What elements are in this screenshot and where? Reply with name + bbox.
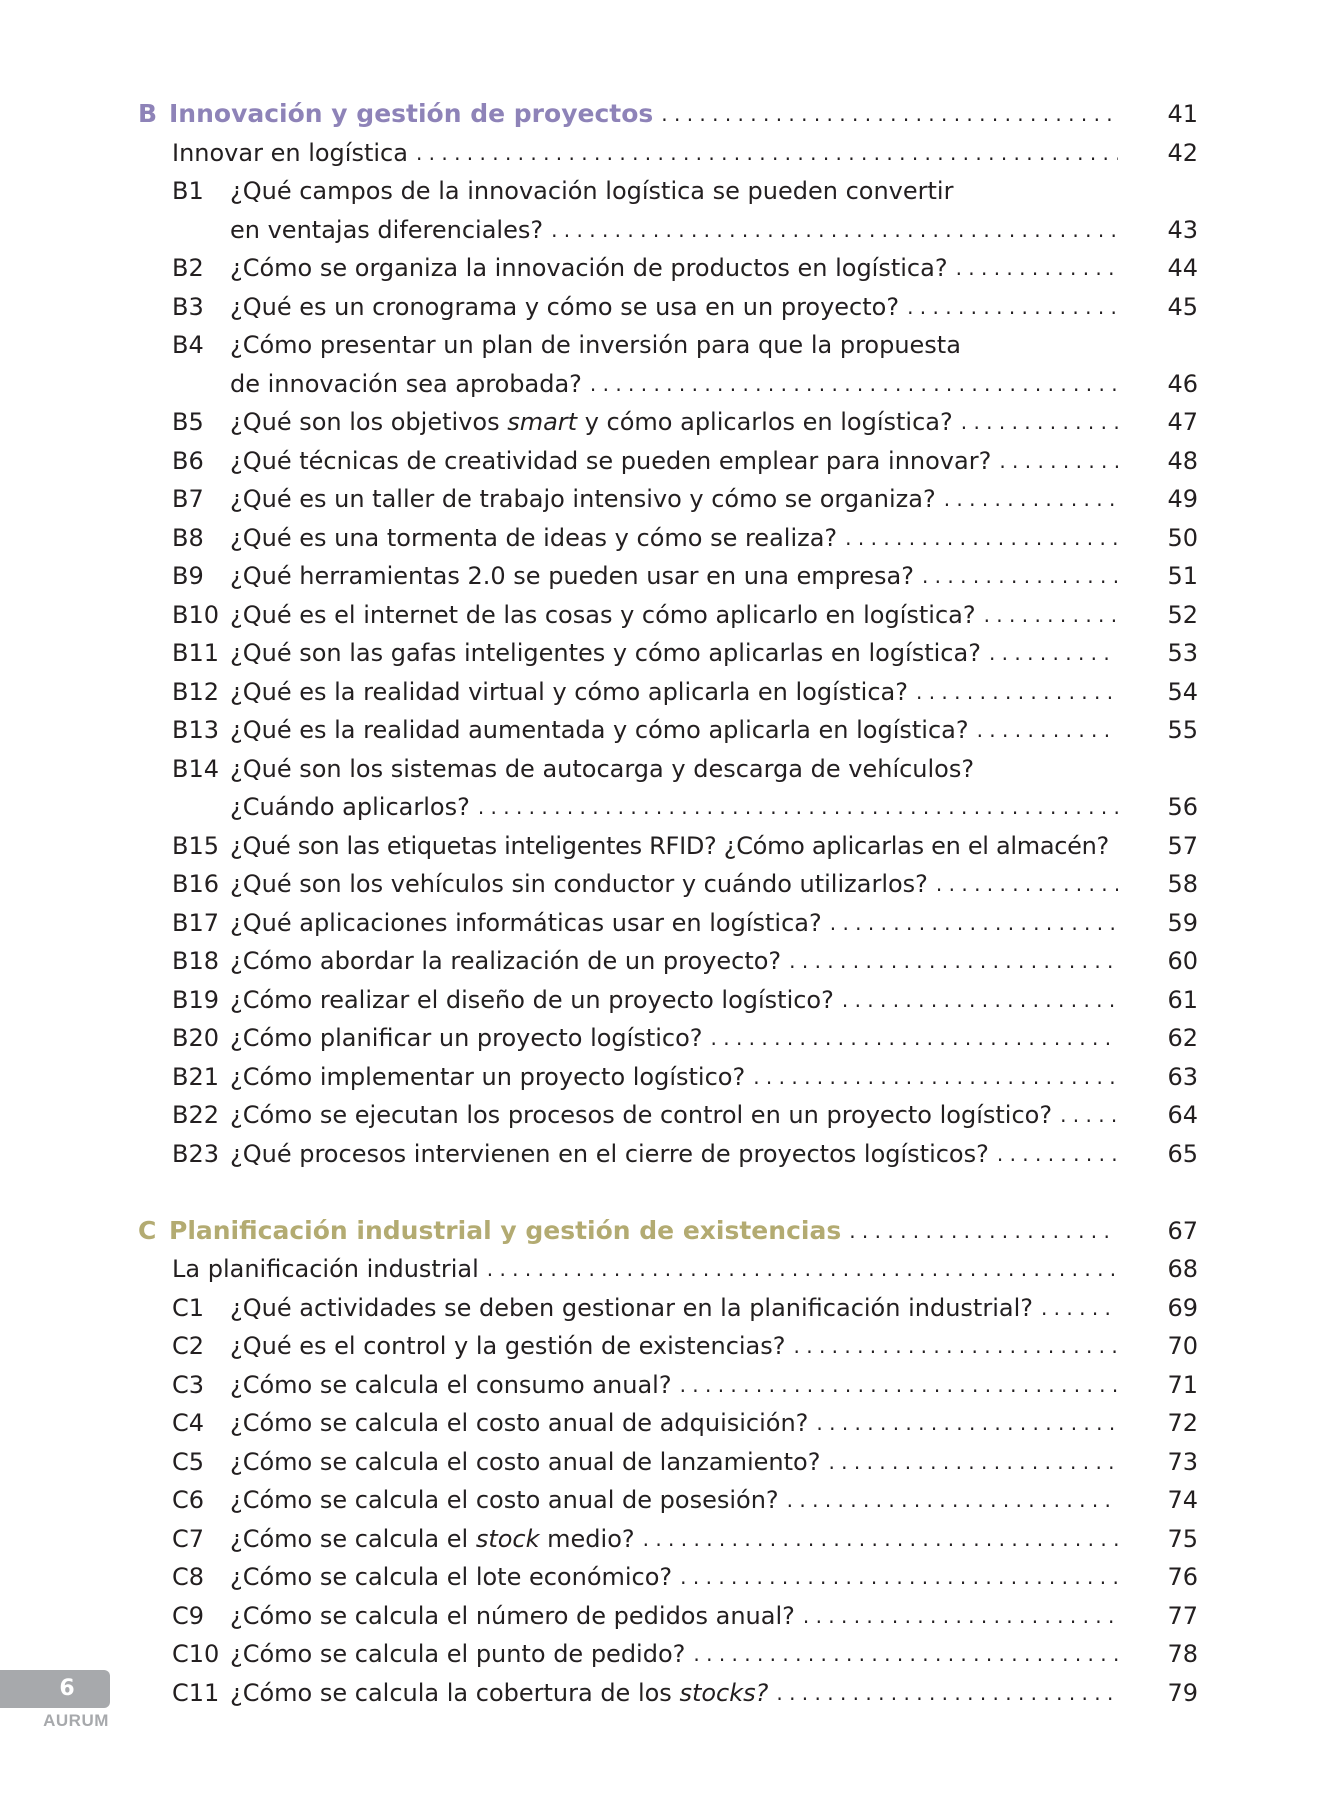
entry-text: ¿Qué son las etiquetas inteligentes RFID? ¿Cómo aplicarlas en el almacén? <box>230 831 1109 860</box>
page-number: 48 <box>1167 446 1198 475</box>
entry-code: C9 <box>172 1601 205 1630</box>
entry-code: B21 <box>172 1062 220 1091</box>
entry-text: ¿Qué es una tormenta de ideas y cómo se realiza? <box>230 523 838 552</box>
toc-entry[interactable] <box>138 288 1198 327</box>
page-number: 57 <box>1167 831 1198 860</box>
page-number: 53 <box>1167 639 1198 667</box>
entry-code: B16 <box>172 870 220 898</box>
page-number: 46 <box>1167 369 1198 398</box>
entry-text: ¿Cuándo aplicarlos? <box>230 793 470 821</box>
page-number: 54 <box>1167 677 1198 706</box>
dot-leader <box>936 864 1118 904</box>
entry-code: B17 <box>172 908 220 937</box>
entry-code: B5 <box>172 408 204 436</box>
entry-code: C3 <box>172 1370 205 1399</box>
toc-entry[interactable] <box>138 1096 1198 1135</box>
page-number: 45 <box>1167 292 1198 321</box>
toc-entry[interactable] <box>138 596 1198 635</box>
dot-leader <box>680 1557 1118 1597</box>
entry-text: de innovación sea aprobada? <box>230 369 582 398</box>
page-number: 61 <box>1167 985 1198 1014</box>
dot-leader <box>956 248 1118 288</box>
page-number: 47 <box>1167 408 1198 436</box>
entry-code: B22 <box>172 1101 220 1129</box>
entry-code: B11 <box>172 639 220 667</box>
dot-leader <box>803 1596 1118 1636</box>
entry-text-pre: ¿Qué son los objetivos <box>230 408 508 436</box>
section-spacer <box>138 1173 1198 1212</box>
entry-code: B6 <box>172 446 204 475</box>
entry-code: B13 <box>172 716 220 744</box>
entry-text: ¿Qué herramientas 2.0 se pueden usar en una empresa? <box>230 562 914 590</box>
page-number: 52 <box>1167 600 1198 629</box>
dot-leader <box>916 672 1118 712</box>
entry-code: C2 <box>172 1332 205 1360</box>
entry-text-italic: stock <box>475 1524 540 1553</box>
entry-text: ¿Cómo se calcula el costo anual de posesión? <box>230 1486 779 1514</box>
entry-text: ¿Cómo implementar un proyecto logístico? <box>230 1062 746 1091</box>
entry-text: ¿Qué es la realidad virtual y cómo aplicarla en logística? <box>230 677 908 706</box>
entry-code: B20 <box>172 1024 220 1052</box>
toc-entry[interactable] <box>138 1558 1198 1597</box>
entry-text: ¿Cómo se calcula el costo anual de lanzamiento? <box>230 1447 821 1476</box>
dot-leader <box>977 710 1118 750</box>
toc-entry[interactable] <box>138 827 1198 866</box>
dot-leader <box>816 1403 1118 1443</box>
entry-code: B10 <box>172 600 220 629</box>
toc-entry[interactable] <box>138 1635 1198 1674</box>
dot-leader <box>590 364 1118 404</box>
entry-code: C7 <box>172 1524 205 1553</box>
entry-text: ¿Qué técnicas de creatividad se pueden emplear para innovar? <box>230 446 992 475</box>
page-number: 65 <box>1167 1139 1198 1168</box>
toc-entry[interactable] <box>138 172 1198 211</box>
dot-leader <box>849 1211 1118 1251</box>
page-number: 72 <box>1167 1409 1198 1437</box>
entry-text: Innovar en logística <box>172 138 408 167</box>
page-number: 63 <box>1167 1062 1198 1091</box>
entry-code: B14 <box>172 754 220 783</box>
toc-entry[interactable] <box>138 904 1198 943</box>
toc-entry[interactable] <box>138 1520 1198 1559</box>
dot-leader <box>830 903 1118 943</box>
entry-code: B8 <box>172 523 204 552</box>
dot-leader <box>961 402 1118 442</box>
dot-leader <box>1117 826 1118 866</box>
dot-leader <box>984 595 1118 635</box>
dot-leader <box>478 787 1118 827</box>
dot-leader <box>787 1480 1118 1520</box>
entry-text: ¿Cómo se organiza la innovación de productos en logística? <box>230 254 948 282</box>
toc-entry[interactable] <box>138 326 1198 365</box>
entry-text: ¿Cómo se calcula el consumo anual? <box>230 1370 672 1399</box>
page-number: 49 <box>1167 485 1198 513</box>
toc-entry[interactable] <box>138 1289 1198 1328</box>
toc-entry[interactable] <box>138 519 1198 558</box>
dot-leader <box>753 1057 1118 1097</box>
entry-text: ¿Cómo realizar el diseño de un proyecto logístico? <box>230 985 834 1014</box>
dot-leader <box>842 980 1118 1020</box>
toc-entry[interactable] <box>138 134 1198 173</box>
entry-code: C4 <box>172 1409 205 1437</box>
section-heading-b[interactable] <box>138 95 1198 134</box>
entry-text: ¿Qué campos de la innovación logística se pueden convertir <box>230 177 954 205</box>
section-title: Innovación y gestión de proyectos <box>169 99 654 128</box>
entry-text-pre: ¿Cómo se calcula el <box>230 1524 476 1553</box>
toc-entry-continuation[interactable] <box>138 788 1198 827</box>
entry-text <box>230 403 953 442</box>
entry-text <box>230 1520 635 1559</box>
entry-text: ¿Qué aplicaciones informáticas usar en logística? <box>230 908 822 937</box>
toc-entry-continuation[interactable] <box>138 365 1198 404</box>
page-number: 78 <box>1167 1640 1198 1668</box>
page-number: 71 <box>1167 1370 1198 1399</box>
entry-text: ¿Qué son las gafas inteligentes y cómo aplicarlas en logística? <box>230 639 981 667</box>
toc-entry[interactable] <box>138 480 1198 519</box>
entry-code: C5 <box>172 1447 205 1476</box>
toc-entry[interactable] <box>138 1058 1198 1097</box>
toc-entry[interactable] <box>138 403 1198 442</box>
toc-entry[interactable] <box>138 942 1198 981</box>
entry-code: B18 <box>172 947 220 975</box>
page-number: 79 <box>1167 1678 1198 1707</box>
page-number: 56 <box>1167 793 1198 821</box>
toc-entry[interactable] <box>138 1366 1198 1405</box>
dot-leader <box>999 441 1118 481</box>
dot-leader <box>776 1673 1118 1713</box>
entry-text: ¿Cómo presentar un plan de inversión para que la propuesta <box>230 331 961 359</box>
entry-text: ¿Qué son los sistemas de autocarga y descarga de vehículos? <box>230 754 975 783</box>
entry-code: B2 <box>172 254 204 282</box>
entry-text: La planificación industrial <box>172 1255 479 1283</box>
entry-text <box>230 1674 768 1713</box>
dot-leader <box>989 633 1118 673</box>
page-number: 69 <box>1167 1293 1198 1322</box>
toc-entry[interactable] <box>138 1250 1198 1289</box>
page-number: 68 <box>1167 1255 1198 1283</box>
page-number: 51 <box>1167 562 1198 590</box>
entry-code: B1 <box>172 177 204 205</box>
entry-text: ¿Qué procesos intervienen en el cierre de proyectos logísticos? <box>230 1139 989 1168</box>
entry-text-italic: smart <box>507 408 578 436</box>
entry-text-italic: stocks? <box>679 1678 769 1707</box>
section-heading-c[interactable] <box>138 1212 1198 1251</box>
entry-text: ¿Qué es un cronograma y cómo se usa en un proyecto? <box>230 292 900 321</box>
dot-leader <box>1041 1288 1118 1328</box>
entry-text: ¿Cómo se calcula el número de pedidos anual? <box>230 1601 795 1630</box>
entry-code: B15 <box>172 831 220 860</box>
toc-entry[interactable] <box>138 865 1198 904</box>
toc-entry[interactable] <box>138 1135 1198 1174</box>
dot-leader <box>711 1018 1118 1058</box>
toc-entry[interactable] <box>138 249 1198 288</box>
entry-text-pre: ¿Cómo se calcula la cobertura de los <box>230 1678 680 1707</box>
entry-code: B7 <box>172 485 204 513</box>
page-number: 43 <box>1167 215 1198 244</box>
toc-entry[interactable] <box>138 1481 1198 1520</box>
entry-text: ¿Qué actividades se deben gestionar en la planificación industrial? <box>230 1293 1033 1322</box>
toc-entry[interactable] <box>138 981 1198 1020</box>
page-number: 55 <box>1167 716 1198 744</box>
publisher-brand: AURUM <box>43 1711 109 1730</box>
dot-leader <box>693 1634 1118 1674</box>
dot-leader <box>680 1365 1118 1405</box>
toc-entry[interactable] <box>138 1019 1198 1058</box>
dot-leader <box>643 1519 1118 1559</box>
entry-code: C6 <box>172 1486 205 1514</box>
dot-leader <box>922 556 1118 596</box>
dot-leader <box>661 94 1118 134</box>
entry-text: ¿Cómo se calcula el costo anual de adquisición? <box>230 1409 809 1437</box>
page-number: 50 <box>1167 523 1198 552</box>
entry-code: B9 <box>172 562 204 590</box>
toc-entry[interactable] <box>138 1597 1198 1636</box>
dot-leader <box>997 1134 1118 1174</box>
entry-text: ¿Qué es la realidad aumentada y cómo aplicarla en logística? <box>230 716 969 744</box>
page-number: 58 <box>1167 870 1198 898</box>
section-letter: B <box>138 99 158 128</box>
entry-code: C10 <box>172 1640 220 1668</box>
toc-entry[interactable] <box>138 673 1198 712</box>
dot-leader <box>416 133 1118 173</box>
toc-entry[interactable] <box>138 634 1198 673</box>
page-number: 70 <box>1167 1332 1198 1360</box>
toc-entry[interactable] <box>138 1404 1198 1443</box>
toc-entry[interactable] <box>138 1443 1198 1482</box>
section-title: Planificación industrial y gestión de existencias <box>169 1215 842 1245</box>
toc-entry[interactable] <box>138 442 1198 481</box>
dot-leader <box>794 1326 1118 1366</box>
toc-entry[interactable] <box>138 750 1198 789</box>
entry-code: B3 <box>172 292 204 321</box>
page-number: 41 <box>1167 100 1198 128</box>
page-number: 62 <box>1167 1024 1198 1052</box>
dot-leader <box>944 479 1118 519</box>
toc-entry[interactable] <box>138 1674 1198 1713</box>
entry-code: B23 <box>172 1139 220 1168</box>
toc-entry[interactable] <box>138 557 1198 596</box>
entry-code: C11 <box>172 1678 220 1707</box>
page-number: 60 <box>1167 947 1198 975</box>
page-number: 59 <box>1167 908 1198 937</box>
entry-text: en ventajas diferenciales? <box>230 215 544 244</box>
entry-code: B19 <box>172 985 220 1014</box>
entry-code: C8 <box>172 1563 205 1591</box>
entry-text: ¿Cómo se calcula el lote económico? <box>230 1563 673 1591</box>
toc-entry[interactable] <box>138 1327 1198 1366</box>
dot-leader <box>789 941 1118 981</box>
toc-entry-continuation[interactable] <box>138 211 1198 250</box>
page-number: 76 <box>1167 1563 1198 1591</box>
page-number: 74 <box>1167 1486 1198 1514</box>
entry-code: C1 <box>172 1293 205 1322</box>
entry-text-post: y cómo aplicarlos en logística? <box>577 408 953 436</box>
page-number: 75 <box>1167 1524 1198 1553</box>
entry-text: ¿Cómo planificar un proyecto logístico? <box>230 1024 703 1052</box>
entry-text: ¿Qué es el internet de las cosas y cómo aplicarlo en logística? <box>230 600 976 629</box>
entry-text: ¿Qué es el control y la gestión de existencias? <box>230 1332 786 1360</box>
dot-leader <box>551 210 1118 250</box>
page-number: 73 <box>1167 1447 1198 1476</box>
entry-text-post: medio? <box>539 1524 635 1553</box>
page-number: 42 <box>1167 138 1198 167</box>
dot-leader <box>487 1249 1118 1289</box>
entry-code: B12 <box>172 677 220 706</box>
entry-text: ¿Cómo se calcula el punto de pedido? <box>230 1640 686 1668</box>
page-number: 67 <box>1167 1216 1198 1245</box>
entry-code: B4 <box>172 331 204 359</box>
table-of-contents <box>138 95 1198 1712</box>
dot-leader <box>1060 1095 1118 1135</box>
dot-leader <box>828 1442 1118 1482</box>
page-number: 64 <box>1167 1101 1198 1129</box>
entry-text: ¿Cómo se ejecutan los procesos de control en un proyecto logístico? <box>230 1101 1053 1129</box>
dot-leader <box>907 287 1118 327</box>
page-number: 77 <box>1167 1601 1198 1630</box>
section-letter: C <box>138 1215 157 1245</box>
entry-text: ¿Cómo abordar la realización de un proyecto? <box>230 947 782 975</box>
folio-page-number: 6 <box>59 1676 75 1701</box>
entry-text: ¿Qué son los vehículos sin conductor y cuándo utilizarlos? <box>230 870 928 898</box>
page-number: 44 <box>1167 254 1198 282</box>
entry-text: ¿Qué es un taller de trabajo intensivo y cómo se organiza? <box>230 485 936 513</box>
dot-leader <box>845 518 1118 558</box>
toc-entry[interactable] <box>138 711 1198 750</box>
